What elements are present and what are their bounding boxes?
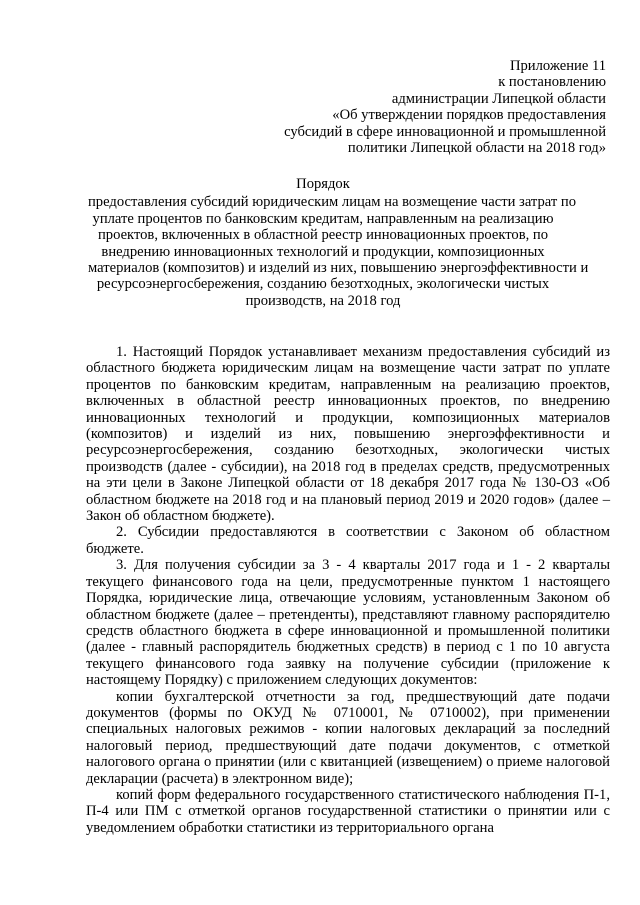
title-line: ресурсоэнергосбережения, созданию безотходных, экологически чистых <box>96 276 550 293</box>
appendix-line: политики Липецкой области на 2018 год» <box>347 140 606 157</box>
title-line: внедрению инновационных технологий и продукции, композиционных <box>101 243 545 260</box>
document-title <box>88 176 589 309</box>
paragraph-1: 1. Настоящий Порядок устанавливает механизм предоставления субсидий из областного бюджета юридическим лицам на возмещение части затрат по уплате процентов по банковским кредитам, направленным на реализацию проектов, включенных в областной реестр инновационных проектов, по внедрению инновационных технологий и продукции, композиционных материалов (композитов) и изделий из них, повышению энергоэффективности и ресурсоэнергосбережения, созданию безотходных, экологически чистых производств (далее - субсидии), на 2018 год в пределах средств, предусмотренных на эти цели в Законе Липецкой области от 18 декабря 2017 года № 130-ОЗ «Об областном бюджете на 2018 год и на плановый период 2019 и 2020 годов» (далее – Закон об областном бюджете). <box>86 344 610 525</box>
paragraph-list-item: копии бухгалтерской отчетности за год, предшествующий дате подачи документов (формы по ОКУД № 0710001, № 0710002), при применении специальных налоговых режимов - копии налоговых деклараций за последний налоговый период, предшествующий дате подачи документов, с отметкой налогового органа о принятии (или с квитанцией (извещением) о приеме налоговой декларации (расчета) в электронном виде); <box>86 688 610 787</box>
title-line: предоставления субсидий юридическим лицам на возмещение части затрат по <box>88 194 577 211</box>
appendix-line: «Об утверждении порядков предоставления <box>332 107 606 124</box>
appendix-line: администрации Липецкой области <box>391 90 606 107</box>
paragraph-3: 3. Для получения субсидии за 3 - 4 кварталы 2017 года и 1 - 2 кварталы текущего финансового года на цели, предусмотренные пунктом 1 настоящего Порядка, юридические лица, отвечающие условиям, установленным Законом об областном бюджете (далее – претенденты), представляют главному распорядителю средств областного бюджета в сфере инновационной и промышленной политики (далее - главный распорядитель бюджетных средств) в период с 1 по 10 августа текущего финансового года заявку на получение субсидии (приложение к настоящему Порядку) с приложением следующих документов: <box>86 557 610 689</box>
paragraph-list-item: копий форм федерального государственного статистического наблюдения П-1, П-4 или ПМ с отметкой органов государственной статистики о принятии или с уведомлением обработки статистики из территориального органа <box>86 786 610 836</box>
title-line: производств, на 2018 год <box>245 292 401 309</box>
title-heading: Порядок <box>296 176 350 192</box>
appendix-block <box>284 58 606 156</box>
title-line: проектов, включенных в областной реестр инновационных проектов, по <box>97 227 549 244</box>
paragraph-2: 2. Субсидии предоставляются в соответствии с Законом об областном бюджете. <box>86 524 610 557</box>
document-body <box>86 344 610 836</box>
title-line: уплате процентов по банковским кредитам, направленным на реализацию <box>92 210 554 227</box>
title-line: материалов (композитов) и изделий из них, повышению энергоэффективности и <box>88 260 589 277</box>
appendix-line: субсидий в сфере инновационной и промышленной <box>284 123 606 140</box>
appendix-line: Приложение 11 <box>509 58 606 74</box>
appendix-line: к постановлению <box>498 74 606 91</box>
